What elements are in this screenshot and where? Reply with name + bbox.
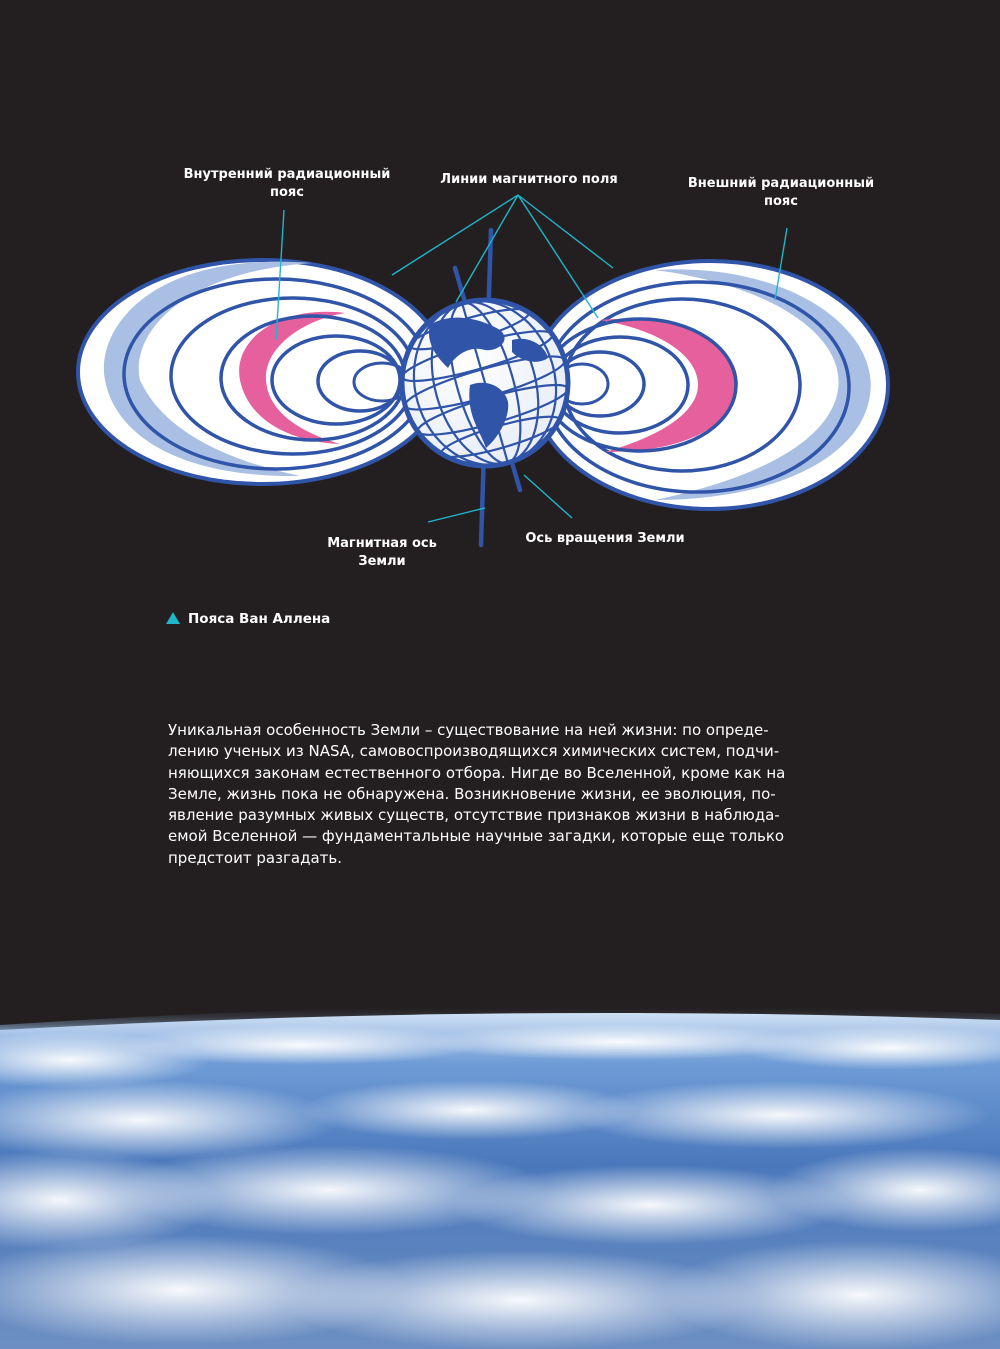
triangle-icon [166, 612, 180, 624]
caption-text: Пояса Ван Аллена [188, 611, 331, 627]
text-line: явление разумных живых существ, отсутствие признаков жизни в наблюда- [168, 806, 780, 825]
text-line: няющихся законам естественного отбора. Нигде во Вселенной, кроме как на [168, 763, 786, 782]
text-line: предстоит разгадать. [168, 848, 343, 867]
text-line: Уникальная особенность Земли – существование на ней жизни: по опреде- [168, 721, 769, 739]
outer-belt-label: Внешний радиационный пояс [687, 176, 875, 209]
van-allen-belts-diagram [0, 0, 1000, 600]
earth-from-space-image [0, 1000, 1000, 1349]
figure-caption [166, 609, 330, 629]
field-lines-label: Линии магнитного поля [440, 172, 618, 187]
inner-belt-label: Внутренний радиационный пояс [183, 167, 391, 200]
magnetic-axis-label: Магнитная ось Земли [327, 536, 437, 569]
text-line: Земле, жизнь пока не обнаружена. Возникновение жизни, ее эволюция, по- [168, 784, 776, 803]
body-paragraph [168, 720, 828, 869]
text-line: емой Вселенной — фундаментальные научные загадки, которые еще только [168, 827, 785, 846]
rotation-axis-label: Ось вращения Земли [525, 531, 685, 546]
text-line: лению ученых из NASA, самовоспроизводящихся химических систем, подчи- [168, 742, 780, 761]
left-field-lobe [78, 260, 446, 484]
